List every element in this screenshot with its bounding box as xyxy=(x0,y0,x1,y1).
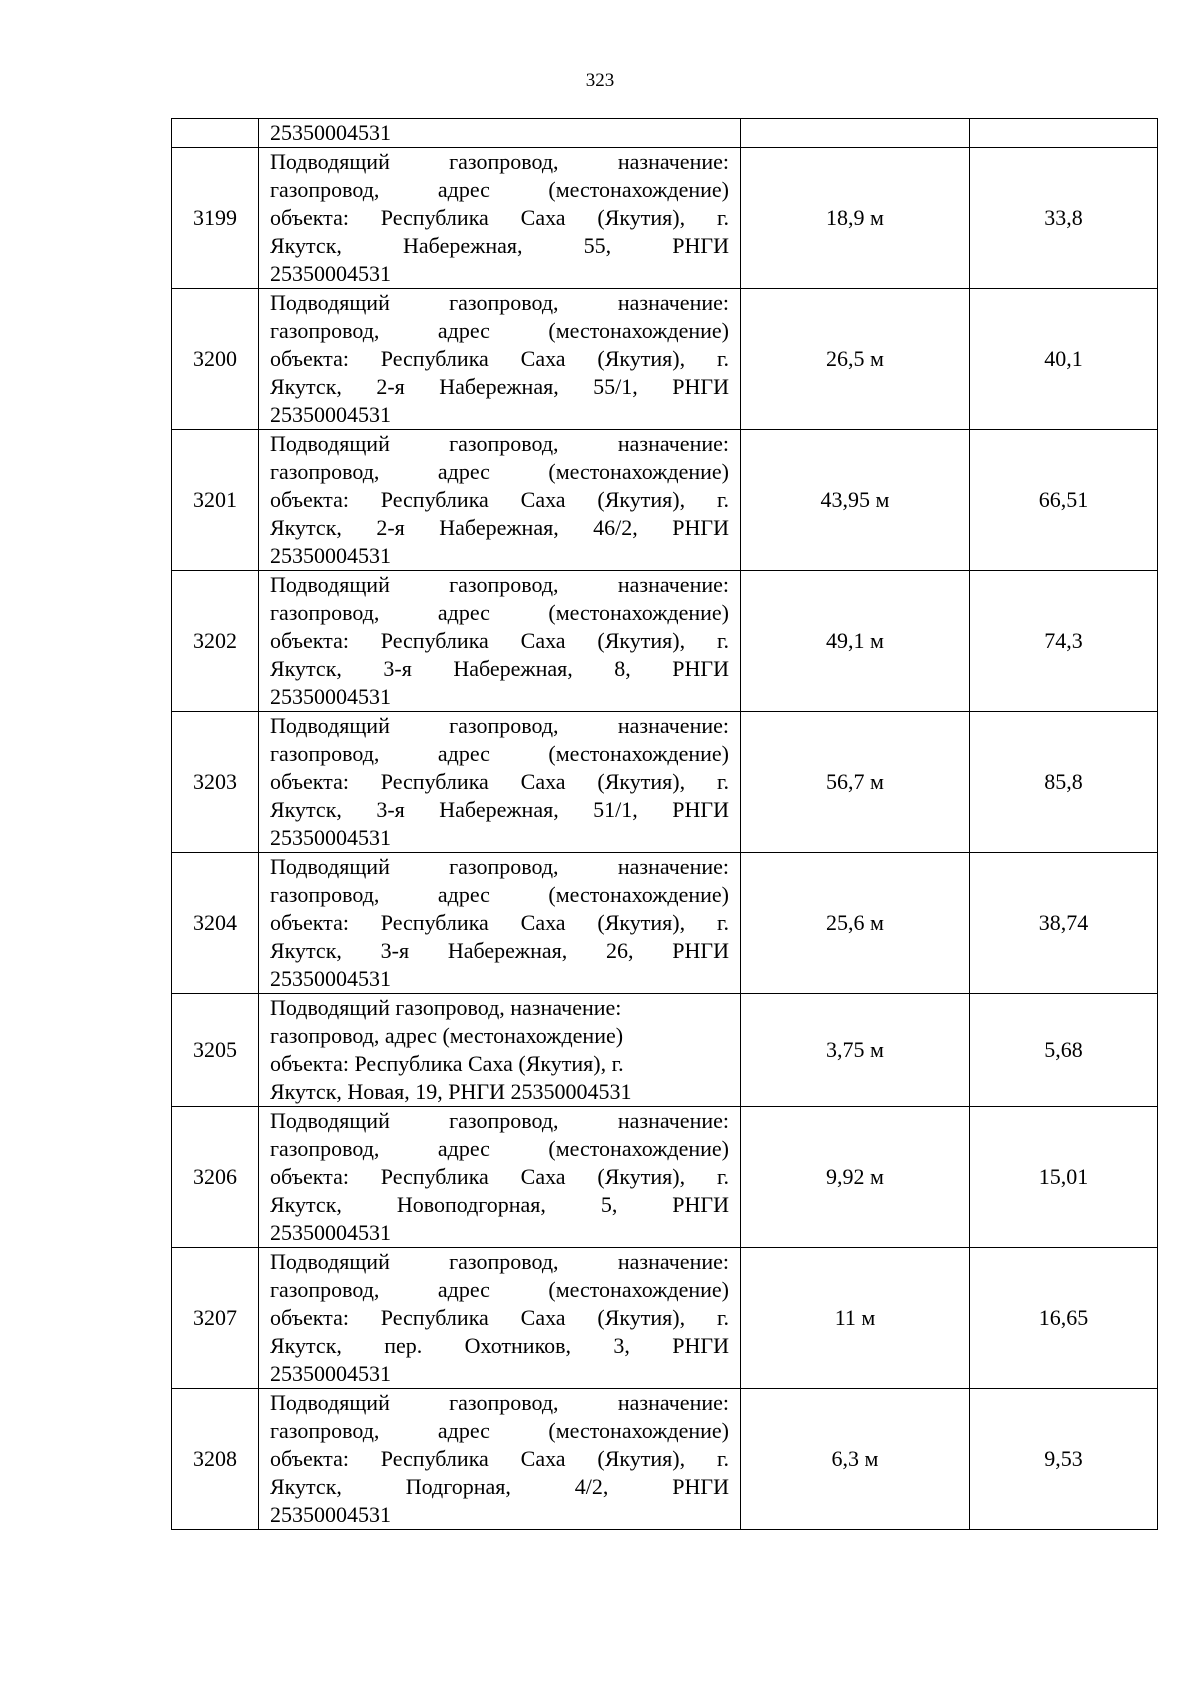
item-value-cell: 85,8 xyxy=(970,712,1158,853)
item-length-cell: 11 м xyxy=(741,1248,970,1389)
property-table-body xyxy=(172,119,1158,1530)
item-description-cell xyxy=(259,148,741,289)
table-row xyxy=(172,1107,1158,1248)
table-row xyxy=(172,148,1158,289)
table-row xyxy=(172,712,1158,853)
description-line: 25350004531 xyxy=(270,684,391,709)
item-number-cell xyxy=(172,119,259,148)
item-length-cell: 3,75 м xyxy=(741,994,970,1107)
item-value-cell: 40,1 xyxy=(970,289,1158,430)
table-row xyxy=(172,430,1158,571)
description-line: Подводящий газопровод, назначение: xyxy=(270,431,729,456)
item-description-cell xyxy=(259,853,741,994)
description-line: Якутск, Подгорная, 4/2, РНГИ xyxy=(270,1474,729,1499)
page-number: 323 xyxy=(585,70,615,91)
item-number-cell: 3207 xyxy=(172,1248,259,1389)
table-row xyxy=(172,289,1158,430)
description-line: газопровод, адрес (местонахождение) xyxy=(270,1136,729,1161)
property-table xyxy=(171,118,1158,1530)
description-line: газопровод, адрес (местонахождение) xyxy=(270,882,729,907)
description-line: Подводящий газопровод, назначение: xyxy=(270,854,729,879)
description-line: газопровод, адрес (местонахождение) xyxy=(270,177,729,202)
item-number-cell: 3206 xyxy=(172,1107,259,1248)
description-line: Якутск, Новоподгорная, 5, РНГИ xyxy=(270,1192,729,1217)
description-line: объекта: Республика Саха (Якутия), г. xyxy=(270,346,729,371)
description-line: 25350004531 xyxy=(270,261,391,286)
description-line: объекта: Республика Саха (Якутия), г. xyxy=(270,487,729,512)
item-number-cell: 3199 xyxy=(172,148,259,289)
description-line: газопровод, адрес (местонахождение) xyxy=(270,600,729,625)
item-number-cell: 3205 xyxy=(172,994,259,1107)
description-line: объекта: Республика Саха (Якутия), г. xyxy=(270,1164,729,1189)
table-row-continuation xyxy=(172,119,1158,148)
item-value-cell: 38,74 xyxy=(970,853,1158,994)
item-number-cell: 3201 xyxy=(172,430,259,571)
description-line: газопровод, адрес (местонахождение) xyxy=(270,741,729,766)
table-row xyxy=(172,994,1158,1107)
item-value-cell: 15,01 xyxy=(970,1107,1158,1248)
table-row xyxy=(172,1248,1158,1389)
item-length-cell: 6,3 м xyxy=(741,1389,970,1530)
description-line: 25350004531 xyxy=(270,543,391,568)
description-line: Якутск, пер. Охотников, 3, РНГИ xyxy=(270,1333,729,1358)
item-description-cell xyxy=(259,1389,741,1530)
item-length-cell: 43,95 м xyxy=(741,430,970,571)
item-description-cell xyxy=(259,1107,741,1248)
item-length-cell xyxy=(741,119,970,148)
description-line: Подводящий газопровод, назначение: xyxy=(270,572,729,597)
description-line: объекта: Республика Саха (Якутия), г. xyxy=(270,628,729,653)
item-length-cell: 18,9 м xyxy=(741,148,970,289)
item-value-cell: 33,8 xyxy=(970,148,1158,289)
item-number-cell: 3203 xyxy=(172,712,259,853)
description-line: Якутск, 3-я Набережная, 8, РНГИ xyxy=(270,656,729,681)
description-line: Якутск, 3-я Набережная, 51/1, РНГИ xyxy=(270,797,729,822)
item-length-cell: 56,7 м xyxy=(741,712,970,853)
item-description-cell xyxy=(259,119,741,148)
description-line: газопровод, адрес (местонахождение) xyxy=(270,1418,729,1443)
description-line: 25350004531 xyxy=(270,966,391,991)
item-number-cell: 3202 xyxy=(172,571,259,712)
item-number-cell: 3204 xyxy=(172,853,259,994)
description-line: объекта: Республика Саха (Якутия), г. xyxy=(270,205,729,230)
description-line: 25350004531 xyxy=(270,1502,391,1527)
table-row xyxy=(172,1389,1158,1530)
description-line: газопровод, адрес (местонахождение) xyxy=(270,1023,624,1048)
item-description-cell xyxy=(259,712,741,853)
description-line: Подводящий газопровод, назначение: xyxy=(270,1108,729,1133)
item-description-cell xyxy=(259,994,741,1107)
description-line: объекта: Республика Саха (Якутия), г. xyxy=(270,1446,729,1471)
description-line: объекта: Республика Саха (Якутия), г. xyxy=(270,910,729,935)
description-line: 25350004531 xyxy=(270,1220,391,1245)
description-line: Подводящий газопровод, назначение: xyxy=(270,713,729,738)
description-line: объекта: Республика Саха (Якутия), г. xyxy=(270,1305,729,1330)
item-length-cell: 9,92 м xyxy=(741,1107,970,1248)
description-line: 25350004531 xyxy=(270,402,391,427)
item-description-cell xyxy=(259,289,741,430)
item-value-cell: 66,51 xyxy=(970,430,1158,571)
description-line: Подводящий газопровод, назначение: xyxy=(270,1390,729,1415)
item-value-cell xyxy=(970,119,1158,148)
description-line: объекта: Республика Саха (Якутия), г. xyxy=(270,1051,624,1076)
description-line: 25350004531 xyxy=(270,825,391,850)
description-line: Подводящий газопровод, назначение: xyxy=(270,290,729,315)
table-row xyxy=(172,853,1158,994)
item-description-cell xyxy=(259,571,741,712)
description-line: Якутск, 2-я Набережная, 46/2, РНГИ xyxy=(270,515,729,540)
description-line: Якутск, 2-я Набережная, 55/1, РНГИ xyxy=(270,374,729,399)
description-line: Якутск, Набережная, 55, РНГИ xyxy=(270,233,729,258)
description-line: газопровод, адрес (местонахождение) xyxy=(270,318,729,343)
description-line: Якутск, 3-я Набережная, 26, РНГИ xyxy=(270,938,729,963)
description-line: Подводящий газопровод, назначение: xyxy=(270,1249,729,1274)
description-line: Подводящий газопровод, назначение: xyxy=(270,995,622,1020)
description-line: объекта: Республика Саха (Якутия), г. xyxy=(270,769,729,794)
description-line: Подводящий газопровод, назначение: xyxy=(270,149,729,174)
description-line: газопровод, адрес (местонахождение) xyxy=(270,1277,729,1302)
description-line: 25350004531 xyxy=(270,1361,391,1386)
description-line: газопровод, адрес (местонахождение) xyxy=(270,459,729,484)
item-length-cell: 26,5 м xyxy=(741,289,970,430)
item-length-cell: 49,1 м xyxy=(741,571,970,712)
item-value-cell: 9,53 xyxy=(970,1389,1158,1530)
item-value-cell: 74,3 xyxy=(970,571,1158,712)
item-value-cell: 16,65 xyxy=(970,1248,1158,1389)
item-number-cell: 3208 xyxy=(172,1389,259,1530)
item-value-cell: 5,68 xyxy=(970,994,1158,1107)
item-description-cell xyxy=(259,1248,741,1389)
item-description-cell xyxy=(259,430,741,571)
item-number-cell: 3200 xyxy=(172,289,259,430)
item-length-cell: 25,6 м xyxy=(741,853,970,994)
table-row xyxy=(172,571,1158,712)
description-line: 25350004531 xyxy=(270,120,391,145)
description-line: Якутск, Новая, 19, РНГИ 25350004531 xyxy=(270,1079,632,1104)
